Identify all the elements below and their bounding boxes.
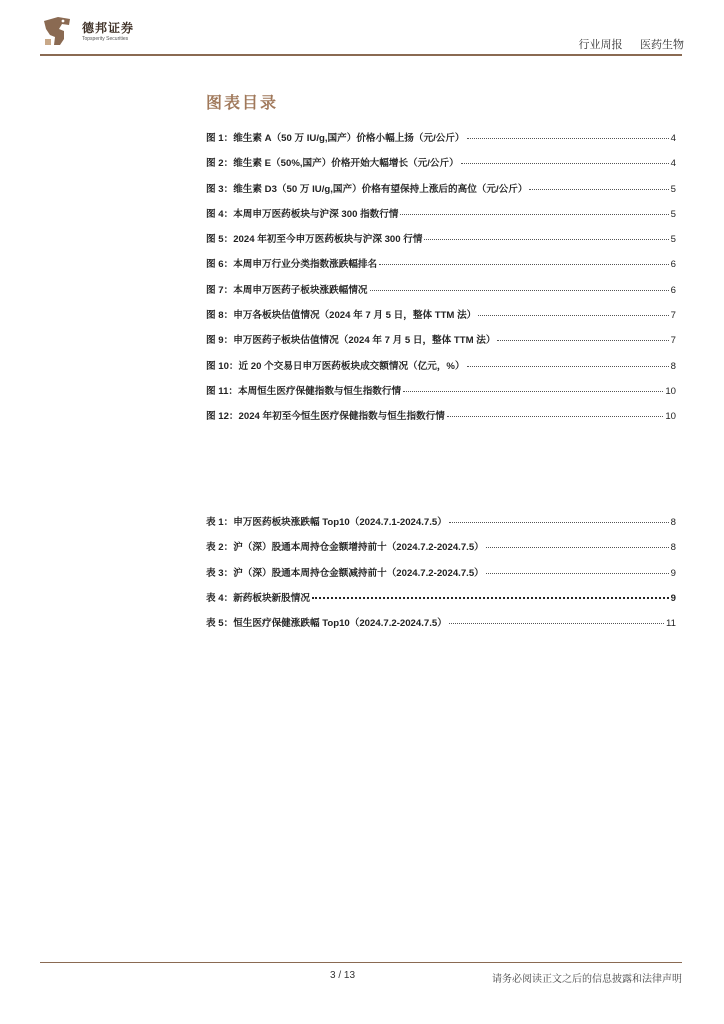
dot-leader <box>486 547 669 548</box>
figure-entry[interactable] <box>206 181 676 206</box>
sector-name: 医药生物 <box>640 38 684 51</box>
figure-page-number: 5 <box>670 234 676 246</box>
company-logo <box>42 15 162 49</box>
figure-entry[interactable] <box>206 282 676 307</box>
figure-label: 图 8： <box>206 310 234 322</box>
figure-label: 图 11： <box>206 385 238 397</box>
dot-leader <box>467 366 669 367</box>
logo-text-en: Topsperity Securities <box>82 36 129 42</box>
figure-title: 近 20 个交易日申万医药板块成交额情况（亿元，%） <box>238 360 465 372</box>
figure-page-number: 4 <box>670 158 676 170</box>
figure-list <box>206 130 676 434</box>
figure-title: 本周恒生医疗保健指数与恒生指数行情 <box>238 385 402 397</box>
table-title: 申万医药板块涨跌幅 Top10（2024.7.1-2024.7.5） <box>233 517 447 528</box>
dot-leader <box>497 340 668 341</box>
table-entry[interactable] <box>206 514 676 539</box>
figure-label: 图 12： <box>206 411 239 423</box>
figure-page-number: 6 <box>670 259 676 271</box>
figure-title: 2024 年初至今申万医药板块与沪深 300 行情 <box>233 234 423 246</box>
dot-leader <box>424 239 668 240</box>
figure-label: 图 9： <box>206 335 234 347</box>
table-label: 表 4： <box>206 592 234 604</box>
table-label: 表 5： <box>206 618 234 630</box>
figure-label: 图 4： <box>206 208 234 220</box>
dot-leader <box>403 391 663 392</box>
dot-leader <box>312 597 669 599</box>
figure-title: 维生素 E（50%,国产）价格开始大幅增长（元/公斤） <box>233 158 459 170</box>
figure-title: 维生素 A（50 万 IU/g,国产）价格小幅上扬（元/公斤） <box>233 133 465 144</box>
table-page-number: 8 <box>670 517 676 528</box>
figure-entry[interactable] <box>206 383 676 408</box>
table-title: 恒生医疗保健涨跌幅 Top10（2024.7.2-2024.7.5） <box>233 618 447 630</box>
dot-leader <box>447 416 664 417</box>
table-entry[interactable] <box>206 615 676 640</box>
dot-leader <box>400 214 668 215</box>
figure-title: 本周申万医药子板块涨跌幅情况 <box>233 284 368 296</box>
figure-entry[interactable] <box>206 256 676 281</box>
table-entry[interactable] <box>206 590 676 615</box>
figure-label: 图 2： <box>206 158 234 170</box>
table-title: 沪（深）股通本周持仓金额减持前十（2024.7.2-2024.7.5） <box>233 567 484 579</box>
figure-title: 维生素 D3（50 万 IU/g,国产）价格有望保持上涨后的高位（元/公斤） <box>233 183 528 195</box>
figure-label: 图 3： <box>206 183 234 195</box>
figure-title: 本周申万医药板块与沪深 300 指数行情 <box>233 208 399 220</box>
figure-title: 本周申万行业分类指数涨跌幅排名 <box>233 259 378 271</box>
table-entry[interactable] <box>206 565 676 590</box>
table-entry[interactable] <box>206 539 676 564</box>
dot-leader <box>461 163 669 164</box>
header-tags <box>579 36 685 52</box>
figure-label: 图 7： <box>206 284 234 296</box>
figure-entry[interactable] <box>206 332 676 357</box>
figure-label: 图 5： <box>206 234 234 246</box>
figure-label: 图 6： <box>206 259 234 271</box>
header-divider <box>40 54 682 56</box>
logo-mark-icon <box>42 15 72 47</box>
figure-page-number: 5 <box>670 208 676 220</box>
table-page-number: 9 <box>670 592 676 604</box>
figure-page-number: 7 <box>670 335 676 347</box>
table-page-number: 9 <box>670 567 676 579</box>
table-title: 新药板块新股情况 <box>233 592 310 604</box>
figure-entry[interactable] <box>206 408 676 433</box>
figure-entry[interactable] <box>206 358 676 383</box>
dot-leader <box>467 138 669 139</box>
dot-leader <box>478 315 668 316</box>
figure-page-number: 8 <box>670 360 676 372</box>
figure-title: 2024 年初至今恒生医疗保健指数与恒生指数行情 <box>238 411 445 423</box>
figure-entry[interactable] <box>206 130 676 155</box>
figure-entry[interactable] <box>206 206 676 231</box>
page-number: 3 / 13 <box>330 970 356 981</box>
figure-label: 图 10： <box>206 360 239 372</box>
figure-title: 申万各板块估值情况（2024 年 7 月 5 日，整体 TTM 法） <box>233 310 477 322</box>
figure-entry[interactable] <box>206 307 676 332</box>
figure-page-number: 5 <box>670 183 676 195</box>
dot-leader <box>379 264 669 265</box>
section-title: 图表目录 <box>206 93 279 112</box>
table-title: 沪（深）股通本周持仓金额增持前十（2024.7.2-2024.7.5） <box>233 542 484 554</box>
dot-leader <box>449 623 664 624</box>
table-page-number: 11 <box>666 618 676 630</box>
figure-page-number: 7 <box>670 310 676 322</box>
table-label: 表 3： <box>206 567 234 579</box>
dot-leader <box>449 522 669 523</box>
table-list <box>206 514 676 640</box>
logo-text-cn: 德邦证券 <box>82 21 135 35</box>
figure-page-number: 10 <box>665 411 676 423</box>
figure-entry[interactable] <box>206 231 676 256</box>
report-type: 行业周报 <box>578 38 623 51</box>
dot-leader <box>529 189 668 190</box>
figure-entry[interactable] <box>206 155 676 180</box>
footer-divider <box>40 962 682 963</box>
footer-disclaimer: 请务必阅读正文之后的信息披露和法律声明 <box>492 974 682 985</box>
table-label: 表 1： <box>206 517 234 528</box>
figure-page-number: 6 <box>670 284 676 296</box>
table-label: 表 2： <box>206 542 234 554</box>
dot-leader <box>370 290 669 291</box>
figure-label: 图 1： <box>206 133 234 144</box>
table-page-number: 8 <box>670 542 676 554</box>
dot-leader <box>486 573 669 574</box>
figure-title: 申万医药子板块估值情况（2024 年 7 月 5 日，整体 TTM 法） <box>233 335 496 347</box>
figure-page-number: 10 <box>665 385 676 397</box>
figure-page-number: 4 <box>670 133 676 144</box>
